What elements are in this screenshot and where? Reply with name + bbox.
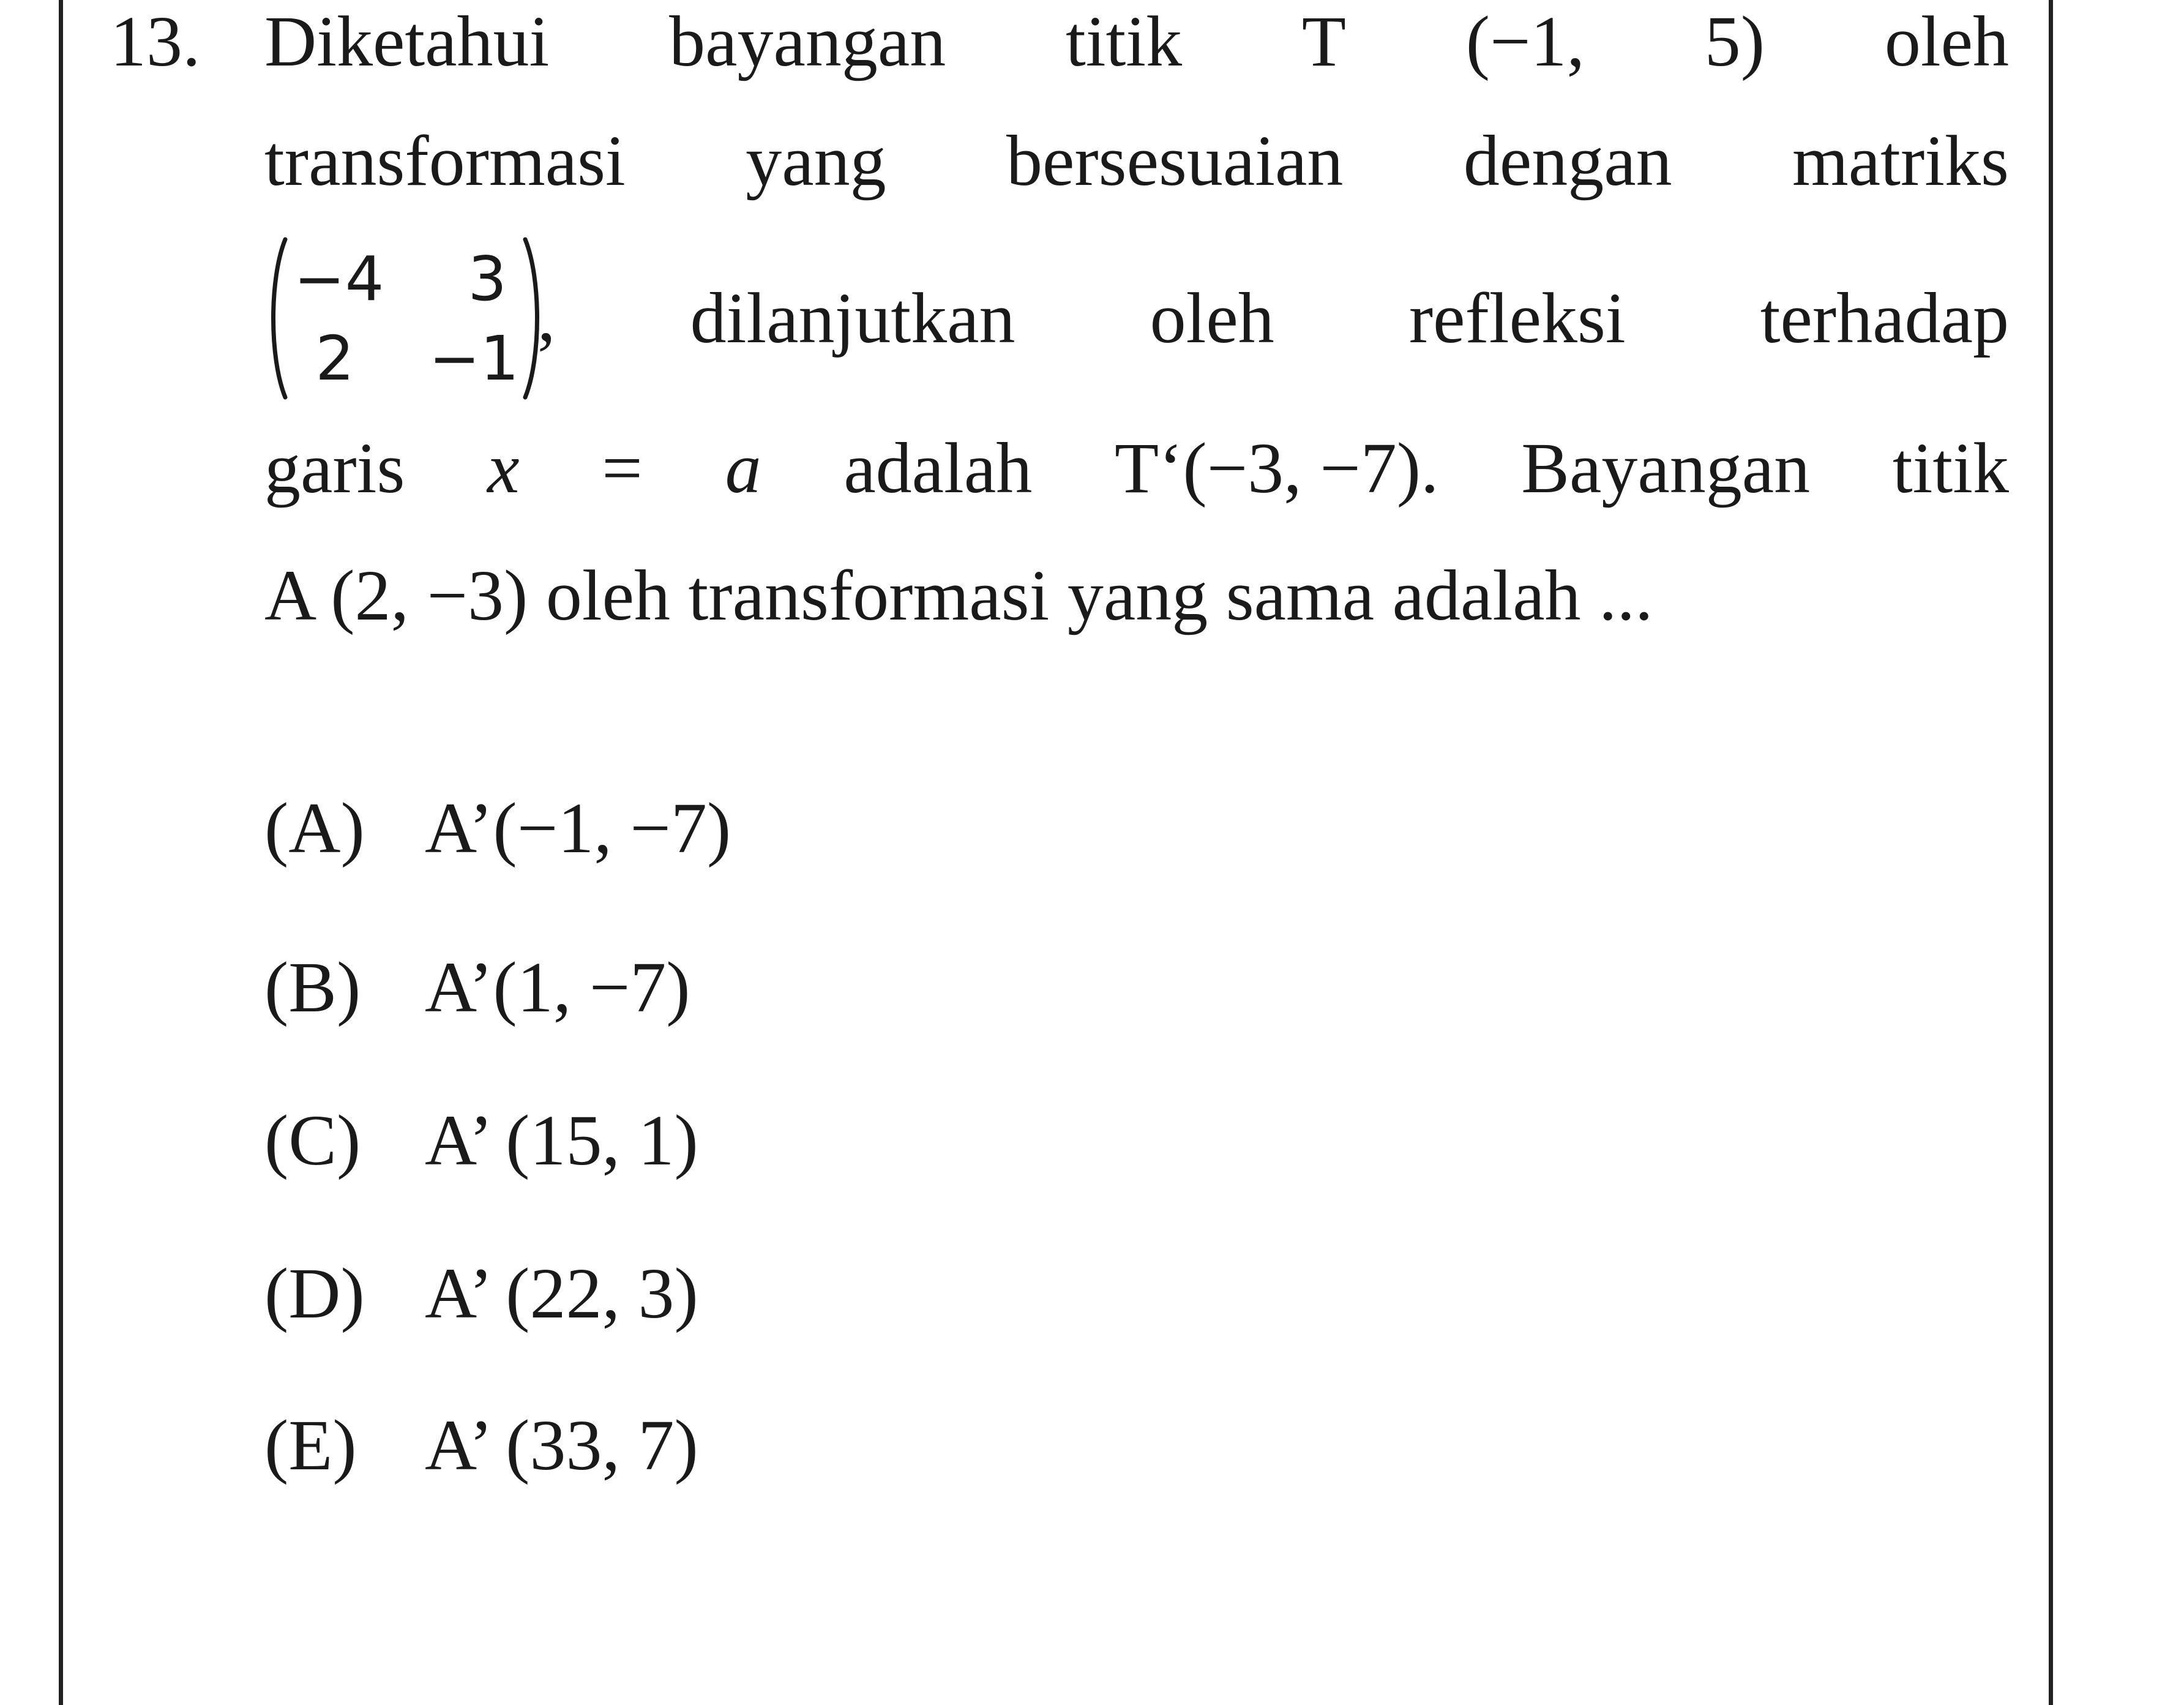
word: dilanjutkan [690,278,1015,358]
option-value: A’ (22, 3) [425,1253,698,1333]
word: oleh [1884,1,2009,81]
word: transformasi [264,120,626,201]
word: (−1, [1465,1,1585,81]
option-value: A’(1, −7) [425,947,690,1027]
option-b[interactable] [264,946,690,1029]
option-value: A’ (33, 7) [425,1405,698,1485]
question-line-3 [264,230,2009,407]
word: titik [1065,1,1183,81]
option-label: (A) [264,788,365,868]
word: Diketahui [264,1,550,81]
option-label: (E) [264,1405,357,1485]
option-d[interactable] [264,1252,698,1335]
option-value: A’(−1, −7) [425,788,731,868]
option-c[interactable] [264,1099,698,1182]
point-t-prime [1115,427,1439,510]
word: oleh [1150,278,1274,358]
option-value: A’ (15, 1) [425,1100,698,1180]
variable-x: x [487,427,520,508]
matrix-entry-a21: 2 [315,322,354,394]
matrix-group [264,230,556,407]
point-t-prime-y: −7). [1320,427,1439,508]
point-t-prime-x: T‘(−3, [1114,427,1302,508]
word: bayangan [669,1,946,81]
matrix-entry-a12: 3 [468,242,507,315]
word: bersesuaian [1006,120,1344,201]
word: matriks [1792,120,2009,201]
word: adalah [843,427,1033,508]
option-label: (D) [264,1253,365,1333]
matrix-entries [289,239,522,398]
option-e[interactable] [264,1404,698,1486]
question-line-1 [264,0,2009,83]
word: dengan [1463,120,1672,201]
word: 5) [1704,1,1765,81]
matrix-entry-a11: −4 [294,242,384,315]
word: garis [264,427,405,508]
variable-a: a [725,427,761,508]
word: terhadap [1760,278,2009,358]
left-paren-icon [264,236,289,401]
question-line-5: A (2, −3) oleh transformasi yang sama adalah ... [264,555,1653,635]
question-line-4 [264,427,2009,509]
transformation-matrix [264,230,546,407]
matrix-comma: , [537,276,556,356]
word: Bayangan [1521,427,1811,508]
question-line-2 [264,119,2009,202]
matrix-entry-a22: −1 [428,322,519,394]
word: yang [746,120,886,201]
word: T [1301,1,1346,81]
word: refleksi [1408,278,1626,358]
option-a[interactable] [264,787,731,869]
word: titik [1892,427,2009,508]
question-number: 13. [110,1,201,81]
equals-sign: = [602,427,643,508]
option-label: (C) [264,1100,361,1180]
option-label: (B) [264,947,361,1027]
